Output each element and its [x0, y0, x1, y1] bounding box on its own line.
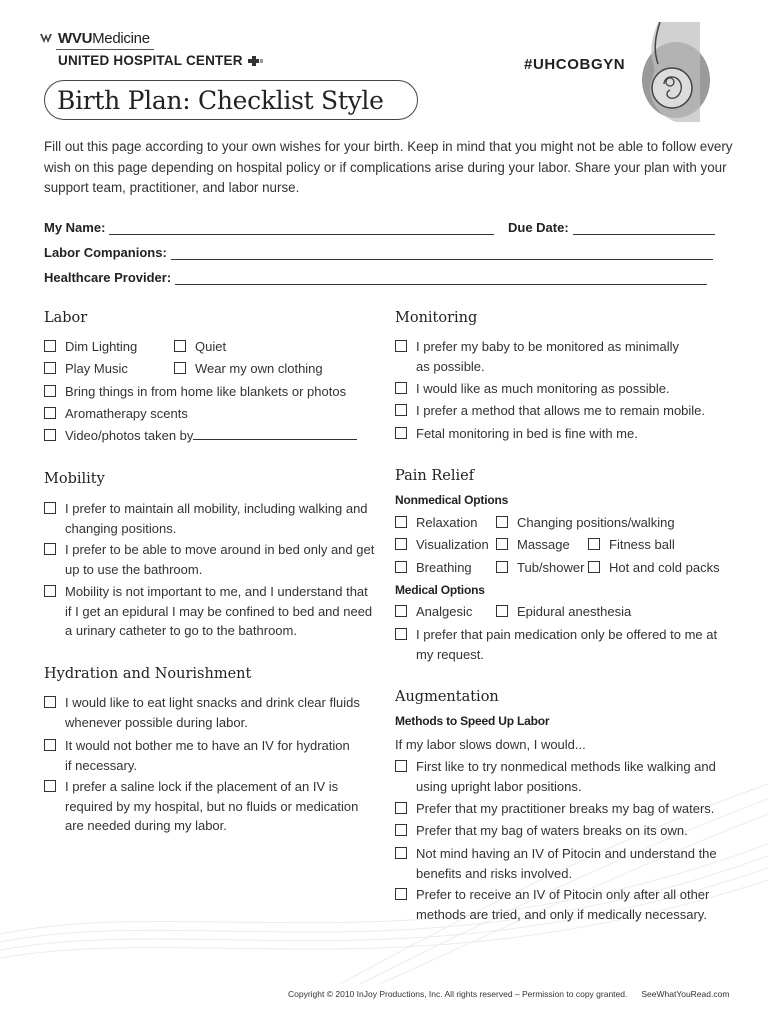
checkbox-icon[interactable]: [395, 427, 407, 439]
augmentation-subheading: Methods to Speed Up Labor: [395, 714, 550, 728]
checkbox-icon[interactable]: [44, 385, 56, 397]
checkbox-item[interactable]: Prefer that my bag of waters breaks on its own.: [395, 821, 688, 841]
checkbox-icon[interactable]: [395, 628, 407, 640]
checkbox-icon[interactable]: [174, 340, 186, 352]
checkbox-icon[interactable]: [496, 605, 508, 617]
checkbox-item[interactable]: Wear my own clothing: [174, 359, 323, 379]
checkbox-icon[interactable]: [44, 739, 56, 751]
checkbox-icon[interactable]: [44, 502, 56, 514]
checkbox-item[interactable]: Video/photos taken by: [44, 426, 357, 446]
companions-field[interactable]: [44, 245, 713, 260]
name-line[interactable]: [109, 220, 494, 235]
pain-relief-heading: Pain Relief: [395, 468, 475, 484]
due-date-field[interactable]: [508, 220, 715, 235]
provider-field[interactable]: [44, 270, 707, 285]
checkbox-item[interactable]: Not mind having an IV of Pitocin and understand the benefits and risks involved.: [395, 844, 717, 883]
logo-divider: [56, 49, 154, 50]
checkbox-item[interactable]: Visualization: [395, 535, 489, 555]
checkbox-icon[interactable]: [44, 362, 56, 374]
checkbox-item[interactable]: Analgesic: [395, 602, 472, 622]
checkbox-icon[interactable]: [395, 561, 407, 573]
checkbox-item[interactable]: I prefer my baby to be monitored as minimally as possible.: [395, 337, 679, 376]
checkbox-icon[interactable]: [44, 407, 56, 419]
website-link[interactable]: SeeWhatYouRead.com: [641, 989, 730, 999]
hydration-heading: Hydration and Nourishment: [44, 666, 252, 682]
logo-hospital-name: UNITED HOSPITAL CENTER: [58, 53, 243, 68]
provider-line[interactable]: [175, 270, 707, 285]
checkbox-icon[interactable]: [395, 605, 407, 617]
checkbox-item[interactable]: Hot and cold packs: [588, 558, 720, 578]
augmentation-heading: Augmentation: [395, 689, 499, 705]
checkbox-item[interactable]: Quiet: [174, 337, 226, 357]
checkbox-icon[interactable]: [588, 561, 600, 573]
page-title: Birth Plan: Checklist Style: [57, 85, 384, 115]
checkbox-icon[interactable]: [395, 824, 407, 836]
augmentation-lead: If my labor slows down, I would...: [395, 737, 586, 752]
checkbox-item[interactable]: Mobility is not important to me, and I understand that if I get an epidural I may be confined to bed and need a urinary catheter to go to the bathroom.: [44, 582, 372, 641]
due-date-label: Due Date:: [508, 220, 569, 235]
checkbox-item[interactable]: Bring things in from home like blankets or photos: [44, 382, 346, 402]
pregnant-figure-icon: [620, 22, 712, 122]
companions-label: Labor Companions:: [44, 245, 167, 260]
checkbox-icon[interactable]: [44, 585, 56, 597]
checkbox-item[interactable]: I prefer to maintain all mobility, including walking and changing positions.: [44, 499, 368, 538]
checkbox-item[interactable]: First like to try nonmedical methods like walking and using upright labor positions.: [395, 757, 716, 796]
checkbox-icon[interactable]: [44, 780, 56, 792]
name-label: My Name:: [44, 220, 106, 235]
checkbox-icon[interactable]: [395, 516, 407, 528]
logo-brand: WVU: [58, 30, 93, 47]
checkbox-item[interactable]: Epidural anesthesia: [496, 602, 631, 622]
checkbox-icon[interactable]: [44, 696, 56, 708]
medical-heading: Medical Options: [395, 583, 485, 597]
checkbox-icon[interactable]: [496, 561, 508, 573]
checkbox-icon[interactable]: [395, 888, 407, 900]
checkbox-item[interactable]: Massage: [496, 535, 570, 555]
checkbox-item[interactable]: Dim Lighting: [44, 337, 137, 357]
copyright-text: Copyright © 2010 InJoy Productions, Inc. All rights reserved – Permission to copy granted.: [288, 989, 628, 999]
checkbox-icon[interactable]: [395, 802, 407, 814]
hospital-logo: [40, 30, 263, 68]
checkbox-item[interactable]: I prefer a method that allows me to remain mobile.: [395, 401, 705, 421]
checkbox-icon[interactable]: [174, 362, 186, 374]
checkbox-icon[interactable]: [395, 847, 407, 859]
due-date-line[interactable]: [573, 220, 715, 235]
checkbox-item[interactable]: I would like as much monitoring as possible.: [395, 379, 670, 399]
checkbox-item[interactable]: Play Music: [44, 359, 128, 379]
nonmedical-heading: Nonmedical Options: [395, 493, 509, 507]
logo-medicine: Medicine: [92, 30, 150, 47]
checkbox-icon[interactable]: [395, 382, 407, 394]
page-title-box: [44, 80, 418, 120]
wvu-flying-wv-icon: [40, 33, 56, 44]
checkbox-icon[interactable]: [395, 340, 407, 352]
checkbox-icon[interactable]: [395, 760, 407, 772]
checkbox-item[interactable]: Breathing: [395, 558, 472, 578]
checkbox-item[interactable]: Relaxation: [395, 513, 477, 533]
provider-label: Healthcare Provider:: [44, 270, 172, 285]
footer: [288, 989, 729, 999]
checkbox-item[interactable]: I prefer a saline lock if the placement of an IV is required by my hospital, but no fluids or medication are needed during my labor.: [44, 777, 358, 836]
checkbox-icon[interactable]: [44, 429, 56, 441]
monitoring-heading: Monitoring: [395, 310, 478, 326]
checkbox-icon[interactable]: [395, 404, 407, 416]
checkbox-item[interactable]: Changing positions/walking: [496, 513, 675, 533]
checkbox-item[interactable]: I would like to eat light snacks and drink clear fluids whenever possible during labor.: [44, 693, 360, 732]
checkbox-icon[interactable]: [496, 538, 508, 550]
checkbox-icon[interactable]: [496, 516, 508, 528]
checkbox-item[interactable]: Aromatherapy scents: [44, 404, 188, 424]
checkbox-icon[interactable]: [44, 340, 56, 352]
checkbox-item[interactable]: Fetal monitoring in bed is fine with me.: [395, 424, 638, 444]
checkbox-icon[interactable]: [44, 543, 56, 555]
intro-paragraph: Fill out this page according to your own wishes for your birth. Keep in mind that you might not be able to follow every wish on this page depending on hospital policy or if complications arise during your labor. Share your plan with your support team, practitioner, and labor nurse.: [44, 139, 733, 195]
labor-heading: Labor: [44, 310, 88, 326]
checkbox-icon[interactable]: [395, 538, 407, 550]
hospital-cross-icon: [247, 56, 263, 66]
hashtag: #UHCOBGYN: [524, 56, 626, 73]
video-taken-by-line[interactable]: [193, 427, 357, 440]
checkbox-item[interactable]: Fitness ball: [588, 535, 675, 555]
checkbox-icon[interactable]: [588, 538, 600, 550]
mobility-heading: Mobility: [44, 471, 105, 487]
checkbox-item[interactable]: Prefer to receive an IV of Pitocin only after all other methods are tried, and only if medically necessary.: [395, 885, 709, 924]
companions-line[interactable]: [171, 245, 713, 260]
name-field[interactable]: [44, 220, 494, 235]
checkbox-item[interactable]: I prefer that pain medication only be offered to me at my request.: [395, 625, 717, 664]
checkbox-item[interactable]: Tub/shower: [496, 558, 584, 578]
checkbox-item[interactable]: It would not bother me to have an IV for hydration if necessary.: [44, 736, 350, 775]
checkbox-item[interactable]: I prefer to be able to move around in bed only and get up to use the bathroom.: [44, 540, 374, 579]
checkbox-item[interactable]: Prefer that my practitioner breaks my bag of waters.: [395, 799, 714, 819]
